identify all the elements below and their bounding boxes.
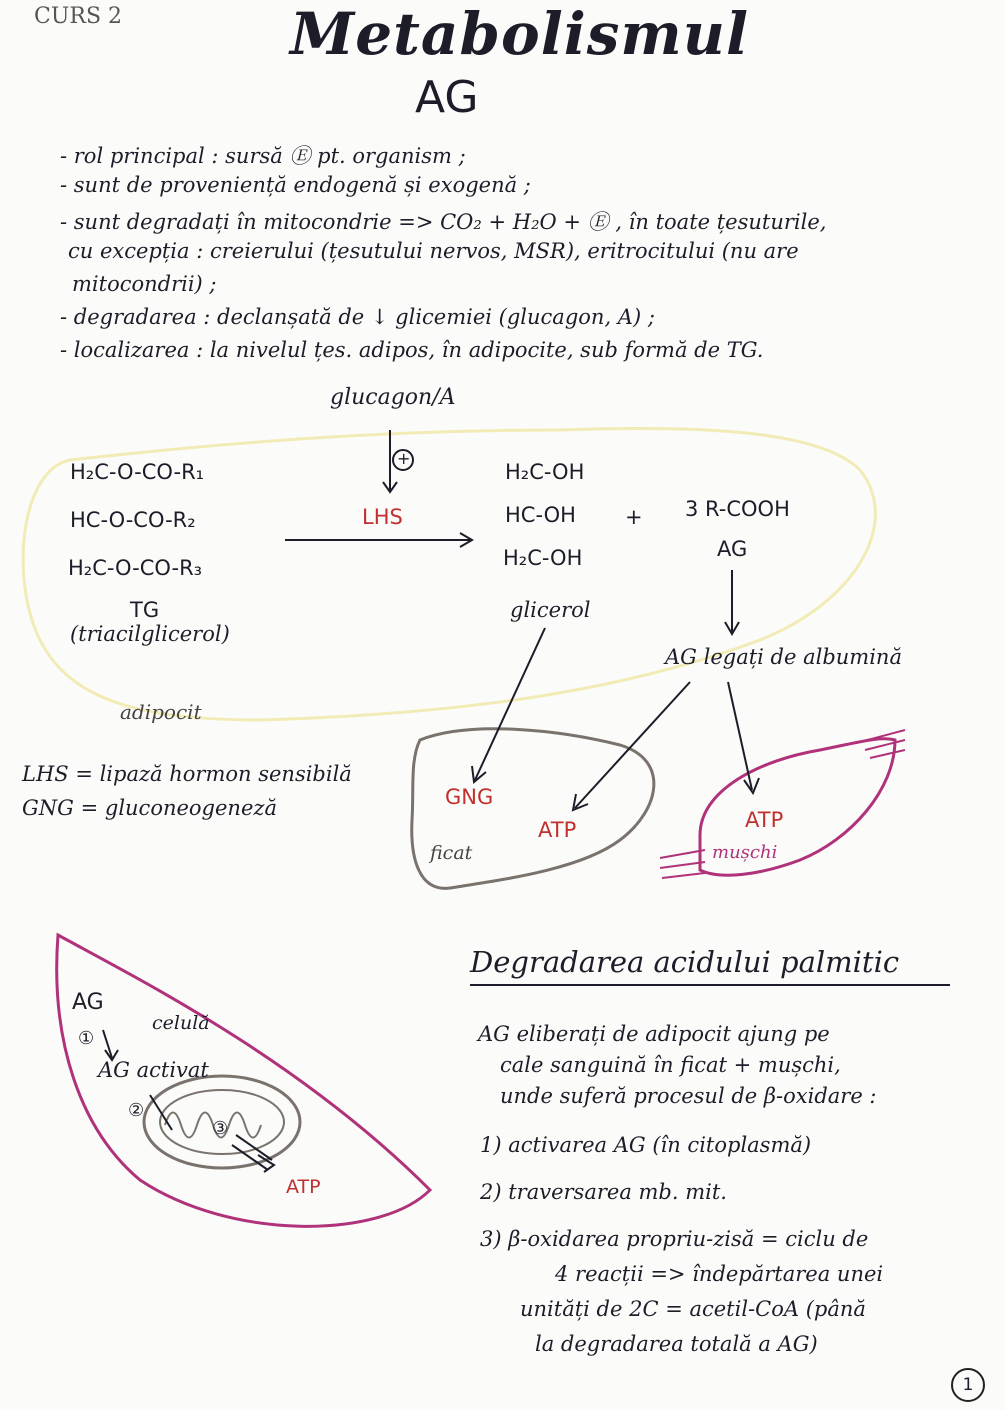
glycerol-line-1: H₂C-OH [505,460,585,484]
muscle-striations [660,730,905,878]
cell-step-1: ① [78,1028,95,1049]
bullet-degradation: - sunt degradați în mitocondrie => CO₂ + H₂O + Ⓔ , în toate țesuturile, [60,210,827,234]
muscle-label: mușchi [712,842,778,863]
hormone-label: glucagon/A [330,385,456,410]
bullet-location: - localizarea : la nivelul țes. adipos, în adipocite, sub formă de TG. [60,338,764,362]
tg-line-1: H₂C-O-CO-R₁ [70,460,205,484]
palmitic-step-3-cont-3: la degradarea totală a AG) [535,1332,818,1356]
palmitic-intro-2: cale sanguină în ficat + mușchi, [500,1053,841,1077]
ag-activated: AG activat [98,1058,209,1082]
palmitic-step-3-cont-1: 4 reacții => îndepărtarea unei [555,1262,884,1286]
palmitic-step-3: 3) β-oxidarea propriu-zisă = ciclu de [480,1227,869,1251]
tg-label: TG [130,598,160,622]
tg-line-3: H₂C-O-CO-R₃ [68,556,203,580]
glycerol-line-2: HC-OH [505,503,576,527]
cell-step-3: ③ [212,1118,229,1139]
tg-line-2: HC-O-CO-R₂ [70,508,196,532]
albumin-label: AG legați de albumină [665,645,902,669]
cell-arrow-3a [236,1135,272,1160]
fatty-acid-label: AG [717,537,748,561]
course-label: CURS 2 [34,4,122,29]
bullet-trigger: - degradarea : declanșată de ↓ glicemiei (glucagon, A) ; [60,305,655,329]
liver-gng: GNG [445,785,494,809]
legend-lhs: LHS = lipază hormon sensibilă [22,762,352,786]
albumin-to-muscle-arrow [728,682,752,790]
bullet-exception: cu excepția : creierului (țesutului nervos, MSR), eritrocitului (nu are [68,239,799,263]
palmitic-step-2: 2) traversarea mb. mit. [480,1180,727,1204]
page-title: Metabolismul [290,0,750,68]
cell-ag: AG [72,990,104,1015]
palmitic-step-3-cont-2: unități de 2C = acetil-CoA (până [520,1297,866,1321]
cell-atp: ATP [286,1176,321,1198]
legend-gng: GNG = gluconeogeneză [22,796,277,820]
cell-label: celulă [152,1012,210,1034]
liver-label: ficat [430,842,473,864]
muscle-atp: ATP [745,808,784,832]
reaction-plus: + [625,505,643,529]
page-subtitle: AG [415,72,479,123]
adipocyte-label: adipocit [120,700,202,724]
plus-sign: + [397,449,411,468]
liver-atp: ATP [538,818,577,842]
bullet-role: - rol principal : sursă Ⓔ pt. organism ; [60,144,466,168]
glycerol-line-3: H₂C-OH [503,546,583,570]
albumin-to-liver-arrow [575,682,690,808]
bullet-exception-cont: mitocondrii) ; [72,272,217,296]
bullet-origin: - sunt de proveniență endogenă și exogenă ; [60,173,531,197]
glycerol-label: glicerol [510,598,591,622]
cell-step-2: ② [128,1100,145,1121]
tg-full-name: (triacilglicerol) [70,622,230,646]
palmitic-step-1: 1) activarea AG (în citoplasmă) [480,1133,812,1157]
page-number: 1 [951,1368,985,1402]
fatty-acid-product: 3 R-COOH [685,497,790,521]
palmitic-heading: Degradarea acidului palmitic [470,945,900,979]
enzyme-label: LHS [362,505,403,529]
palmitic-intro-1: AG eliberați de adipocit ajung pe [478,1022,830,1046]
palmitic-intro-3: unde suferă procesul de β-oxidare : [500,1084,877,1108]
